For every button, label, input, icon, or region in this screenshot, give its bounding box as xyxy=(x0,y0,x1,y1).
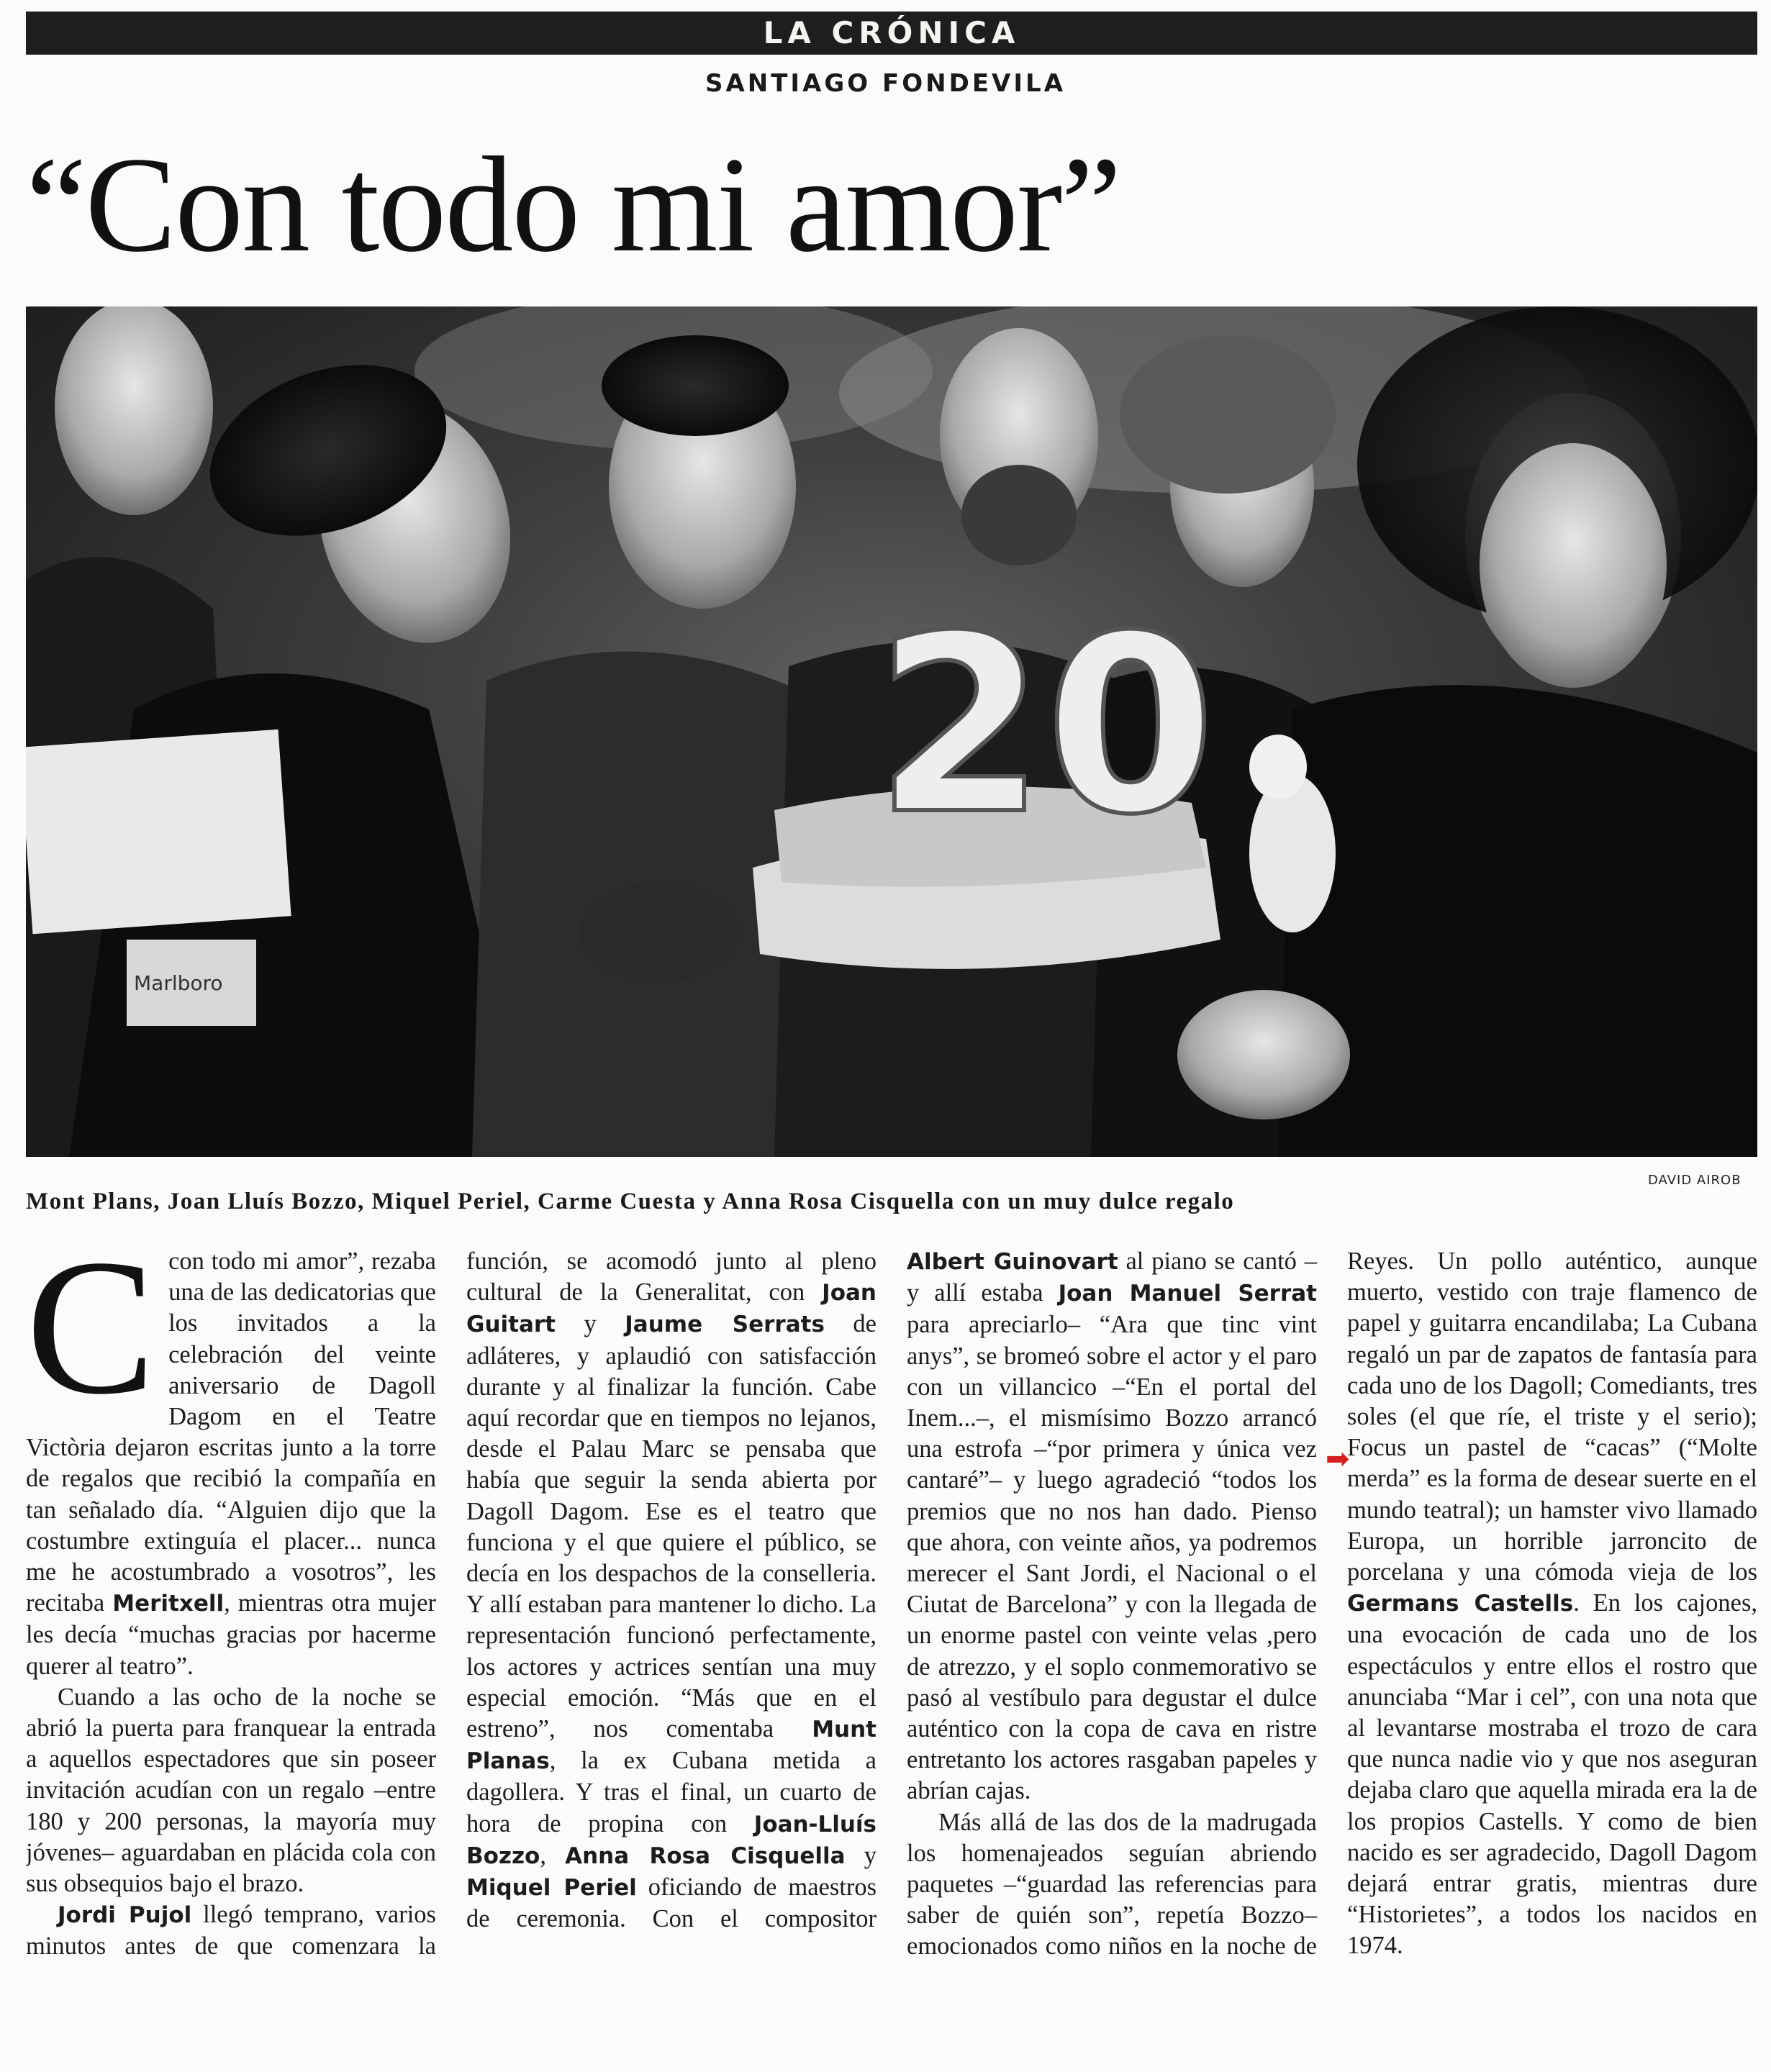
paragraph-4: Más allá de las dos de la madrugada los homenajeados seguían abriendo paquetes –“guardad las referencias para saber de quién son”, repetía Bozzo– emocionados como niños en la noche de Reyes. Un pollo auténtico, aunque muerto, vestido con traje flamenco de papel y guitarra encandilaba; La Cubana regaló un par de zapatos de fantasía para cada uno de los Dagoll; Comediants, tres soles (el que ríe, el triste y el serio); Focus un pastel de “cacas” (“Molte merda” es la forma de desear suerte en el mundo teatral); un hamster vivo llamado Europa, un horrible jarroncito de porcelana y una cómoda vieja de los Germans Castells. En los cajones, una evocación de cada uno de los espectáculos y entre ellos el rostro que anunciaba “Mar i cel”, con una nota que al levantarse mostraba el trozo de cara que nunca nadie vio y que nos aseguran dejaba claro que aquella mirada era la de los propios Castells. Y como de bien nacido es ser agradecido, Dagoll Dagom dejará entrar gratis, mientras dure “Historietes”, a todos los nacidos en 1974. xyxy=(907,1248,1757,1960)
box-label: Marlboro xyxy=(134,971,223,995)
paragraph-2: Cuando a las ocho de la noche se abrió la puerta para franquear la entrada a aquellos espectadores que sin poseer invitación acudían con un regalo –entre 180 y 200 personas, la mayoría muy jóvenes– aguardaban en plácida cola con sus obsequios bajo el brazo. xyxy=(26,1683,436,1898)
cake-number: 20 xyxy=(875,583,1216,868)
news-photo xyxy=(26,306,1757,1157)
article-body xyxy=(26,1246,1757,2059)
section-header: LA CRÓNICA xyxy=(26,12,1757,55)
author-byline: SANTIAGO FONDEVILA xyxy=(705,69,1066,98)
photo-credit: DAVID AIROB xyxy=(1648,1173,1741,1188)
photo-caption: Mont Plans, Joan Lluís Bozzo, Miquel Periel, Carme Cuesta y Anna Rosa Cisquella con un muy dulce regalo xyxy=(26,1189,1235,1214)
paragraph-3: Jordi Pujol llegó temprano, varios minutos antes de que comenzara la función, se acomodó junto al pleno cultural de la Generalitat, con Joan Guitart y Jaume Serrats de adláteres, y aplaudió con satisfacción durante y al finalizar la función. Cabe aquí recordar que en tiempos no lejanos, desde el Palau Marc se pensaba que había que seguir la senda abierta por Dagoll Dagom. Ese es el teatro que funciona y el que quiere el público, se decía en los despachos de la conselleria. Y allí estaban para mantener lo dicho. La representación funcionó perfectamente, los actores y actrices sentían una muy especial emoción. “Más que en el estreno”, nos comentaba Munt Planas, la ex Cubana metida a dagollera. Y tras el final, un cuarto de hora de propina con Joan-Lluís Bozzo, Anna Rosa Cisquella y Miquel Periel oficiando de maestros de ceremonia. Con el compositor Albert Guinovart al piano se cantó –y allí estaba Joan Manuel Serrat para apreciarlo– “Ara que tinc vint anys”, se bromeó sobre el actor y el paro con un villancico –“En el portal del Inem...–, el mismísimo Bozzo arrancó una estrofa –“por primera y única vez cantaré”– y luego agradeció “todos los premios que no nos han dado. Pienso que ahora, con veinte años, ya podremos merecer el Sant Jordi, el Nacional o el Ciutat de Barcelona” y con la llegada de un enorme pastel con veinte velas ,pero de atrezzo, y el soplo conmemorativo se pasó al vestíbulo para degustar el dulce auténtico con la copa de cava en ristre entretanto los actores rasgaban papeles y abrían cajas. xyxy=(26,1248,1317,1960)
red-arrow-icon: ➡ xyxy=(1326,1442,1350,1475)
photo-illustration xyxy=(26,306,1757,1157)
headline: “Con todo mi amor” xyxy=(26,130,1120,281)
drop-cap: C xyxy=(26,1246,156,1435)
paragraph-1: Ccon todo mi amor”, rezaba una de las dedicatorias que los invitados a la celebración del veinte aniversario de Dagoll Dagom en el Teatre Victòria dejaron escritas junto a la torre de regalos que recibió la compañía en tan señalado día. “Alguien dijo que la costumbre extinguía el placer... nunca me he acostumbrado a vosotros”, les recitaba Meritxell, mientras otra mujer les decía “muchas gracias por hacerme querer al teatro”. xyxy=(26,1246,436,1680)
